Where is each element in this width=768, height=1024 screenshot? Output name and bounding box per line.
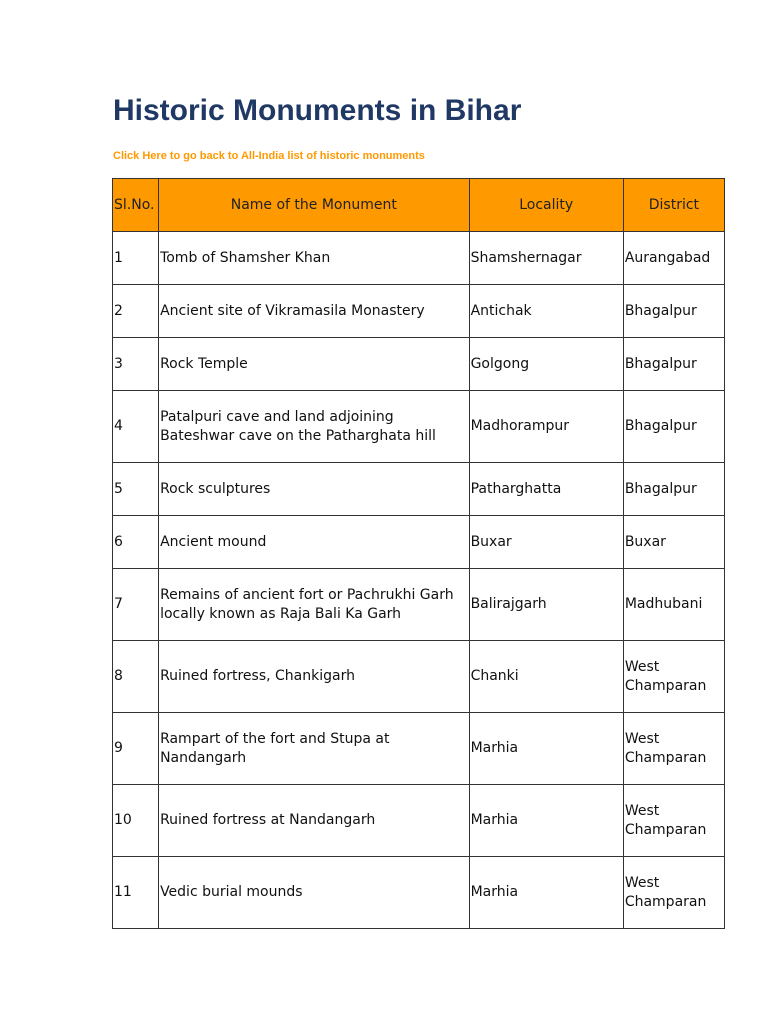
cell-monument-name: Ancient site of Vikramasila Monastery — [159, 285, 470, 338]
cell-monument-name: Vedic burial mounds — [159, 857, 470, 929]
cell-sl-no: 4 — [113, 391, 159, 463]
cell-sl-no: 8 — [113, 641, 159, 713]
cell-district: Bhagalpur — [623, 285, 724, 338]
cell-district: Bhagalpur — [623, 391, 724, 463]
cell-sl-no: 9 — [113, 713, 159, 785]
page-title: Historic Monuments in Bihar — [113, 94, 522, 127]
table-row — [113, 391, 725, 463]
cell-locality: Buxar — [469, 516, 623, 569]
cell-monument-name: Rock Temple — [159, 338, 470, 391]
cell-locality: Chanki — [469, 641, 623, 713]
cell-district: Bhagalpur — [623, 338, 724, 391]
cell-monument-name: Rampart of the fort and Stupa at Nandangarh — [159, 713, 470, 785]
header-locality: Locality — [469, 179, 623, 232]
cell-locality: Marhia — [469, 713, 623, 785]
cell-sl-no: 2 — [113, 285, 159, 338]
cell-monument-name: Tomb of Shamsher Khan — [159, 232, 470, 285]
cell-monument-name: Rock sculptures — [159, 463, 470, 516]
monuments-table — [112, 178, 725, 929]
table-row — [113, 463, 725, 516]
cell-monument-name: Ruined fortress, Chankigarh — [159, 641, 470, 713]
cell-locality: Marhia — [469, 785, 623, 857]
header-sl-no: Sl.No. — [113, 179, 159, 232]
cell-locality: Madhorampur — [469, 391, 623, 463]
cell-sl-no: 5 — [113, 463, 159, 516]
table-header-row — [113, 179, 725, 232]
table-row — [113, 713, 725, 785]
table-row — [113, 785, 725, 857]
cell-locality: Patharghatta — [469, 463, 623, 516]
table-row — [113, 285, 725, 338]
cell-district: Bhagalpur — [623, 463, 724, 516]
table-row — [113, 857, 725, 929]
table-row — [113, 641, 725, 713]
table-row — [113, 569, 725, 641]
table-row — [113, 232, 725, 285]
cell-district: West Champaran — [623, 713, 724, 785]
cell-sl-no: 6 — [113, 516, 159, 569]
cell-monument-name: Ruined fortress at Nandangarh — [159, 785, 470, 857]
cell-locality: Balirajgarh — [469, 569, 623, 641]
cell-locality: Antichak — [469, 285, 623, 338]
header-district: District — [623, 179, 724, 232]
cell-district: West Champaran — [623, 641, 724, 713]
cell-sl-no: 7 — [113, 569, 159, 641]
cell-district: Buxar — [623, 516, 724, 569]
cell-locality: Shamshernagar — [469, 232, 623, 285]
cell-monument-name: Patalpuri cave and land adjoining Bateshwar cave on the Patharghata hill — [159, 391, 470, 463]
cell-district: Aurangabad — [623, 232, 724, 285]
cell-district: West Champaran — [623, 785, 724, 857]
cell-district: West Champaran — [623, 857, 724, 929]
table-row — [113, 338, 725, 391]
cell-monument-name: Remains of ancient fort or Pachrukhi Garh locally known as Raja Bali Ka Garh — [159, 569, 470, 641]
header-monument-name: Name of the Monument — [159, 179, 470, 232]
cell-district: Madhubani — [623, 569, 724, 641]
cell-sl-no: 11 — [113, 857, 159, 929]
cell-locality: Golgong — [469, 338, 623, 391]
cell-locality: Marhia — [469, 857, 623, 929]
cell-monument-name: Ancient mound — [159, 516, 470, 569]
cell-sl-no: 3 — [113, 338, 159, 391]
cell-sl-no: 1 — [113, 232, 159, 285]
table-row — [113, 516, 725, 569]
back-to-all-india-link[interactable]: Click Here to go back to All-India list of historic monuments — [113, 150, 425, 162]
cell-sl-no: 10 — [113, 785, 159, 857]
